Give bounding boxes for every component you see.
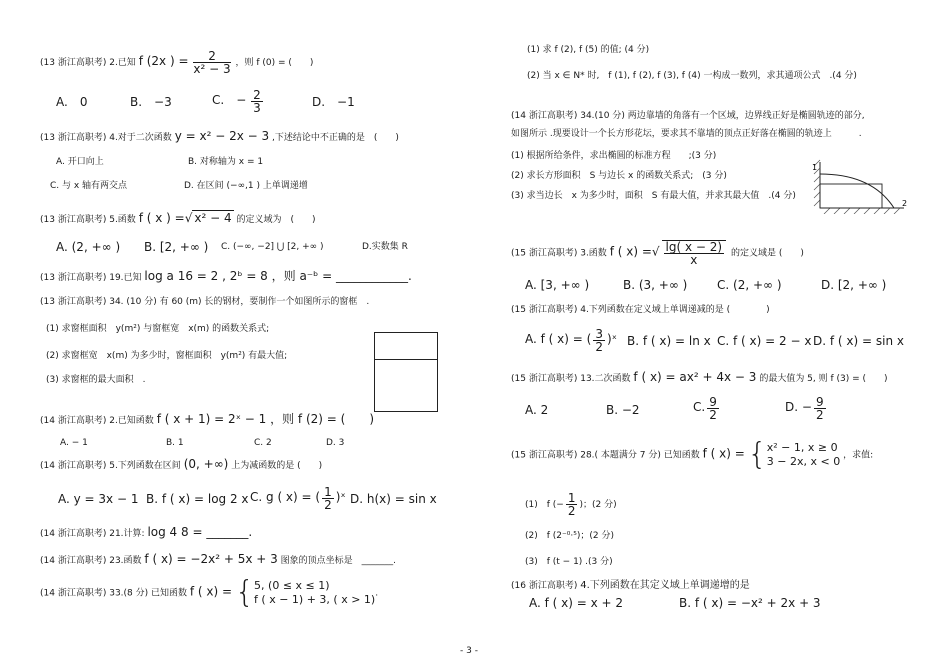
option-b: B. f ( x) = log 2 x [146, 492, 249, 506]
question-13-19: (13 浙江高职考) 19.已知 log a 16 = 2 , 2ᵇ = 8 ，则 a⁻ᵇ = ____________. [40, 269, 412, 283]
exam-tag: (13 浙江高职考) [40, 273, 107, 283]
option-c: C. (−∞, −2] ⋃ [2, +∞ ) [221, 242, 324, 252]
question-14-5: (14 浙江高职考) 5.下列函数在区间 (0, +∞) 上为减函数的是 ( ) [40, 457, 323, 471]
part-2: (2) 求窗框宽 x(m) 为多少时，窗框面积 y(m²) 有最大值; [46, 351, 288, 361]
question-14-21: (14 浙江高职考) 21.计算: log 4 8 = _______. [40, 525, 253, 539]
option-d: D. −1 [312, 95, 355, 109]
option-d: D. 在区间 (−∞,1 ) 上单调递增 [184, 181, 308, 191]
option-a: A. 2 [525, 403, 549, 417]
part-2: (2) f (2⁻⁰·⁵)；(2 分) [525, 531, 614, 541]
option-a: A. 0 [56, 95, 88, 109]
question-13-2: (13 浙江高职考) 2.已知 f (2x ) = $\frac{2}{\text{x² − 3}}$ ，则 f (0) = ( ) [40, 49, 314, 76]
part-1: (1) f (− $\frac{1}{2}$ )；(2 分) [525, 491, 617, 518]
option-b: B. 对称轴为 x = 1 [188, 157, 264, 167]
part-1: (1) 求窗框面积 y(m²) 与窗框宽 x(m) 的函数关系式; [46, 324, 270, 334]
option-c: C. $\frac{9}{2}$ [693, 395, 717, 422]
option-a: A. 开口向上 [56, 157, 104, 167]
question-15-4: (15 浙江高职考) 4.下列函数在定义域上单调递减的是 ( ) [511, 305, 770, 315]
question-13-4: (13 浙江高职考) 4.对于二次函数 y = x² − 2x − 3 ,下述结论中不正确的是 ( ) [40, 129, 399, 143]
right-column: (1) 求 f (2), f (5) 的值; (4 分) (2) 当 x ∈ N* 时, f (1), f (2), f (3), f (4) 一构成一数列，求其通项公式 .(4 分) (14 浙江高职考) 34.(10 分) 两边靠墙的角落有一个区域，边界线正好是椭圆轨迹的部分, 如图所示 .现要设计一个长方形花坛，要求其不靠墙的顶点正好落在椭圆的轨迹上 . (1) 根据所给条件，求出椭圆的标准方程 ;(3 分) (2) 求长方形面积 S 与边长 x 的函数关系式; (3 分) (3) 求当边长 x 为多少时，面积 S 有最大值，并求其最大值 .(4 分) 1 2 (15 浙江高职考) 3.函数 f ( x) =√ $\frac{\lg( x - 2)}{x}$ 的定义域是 ( ) A. [3, +∞ ) B. (3, +∞ ) C. (2, +∞ ) D. [2, +∞ ) (15 浙江高职考) 4.下列函数在定义域上单调递减的是 ( ) A. f ( x) = ( $\frac{3}{2}$ )ˣ B. f ( x) = ln x C. f ( x) = 2 − x D. f ( x) = sin x (15 浙江高职考) 13.二次函数 f ( x) = ax² + 4x − 3 的最大值为 5, 则 f (3) = ( ) A. 2 B. −2 C. $\frac{9}{2}$ D. − $\frac{9}{2}$ (15 浙江高职考) 28.( 本题满分 7 分) 已知函数 f ( x) = { x² − 1, x ≥ 0 3 − 2x, x < 0 ，求值: (1) f (− $\frac{1}{2}$ )；(2 分) (2) f (2⁻⁰·⁵)；(2 分) (3) f (t − 1) .(3 分) (16 浙江高职考) 4.下列函数在其定义域上单调递增的是 A. f ( x) = x + 2 B. f ( x) = −x² + 2x + 3 [475, 0, 950, 671]
option-d: D. − $\frac{9}{2}$ [785, 395, 824, 422]
option-a: A. − 1 [60, 438, 88, 448]
exam-tag: (16 浙江高职考) [511, 581, 578, 591]
exam-tag: (14 浙江高职考) [40, 588, 107, 599]
option-d: D. [2, +∞ ) [821, 278, 887, 292]
exam-tag: (15 浙江高职考) [511, 374, 578, 384]
option-d: D.实数集 R [362, 242, 408, 252]
option-c: C. 2 [254, 438, 272, 448]
option-a: A. y = 3x − 1 [58, 492, 139, 506]
option-c: C. g ( x) = ( $\frac{1}{2}$ )ˣ [250, 485, 346, 512]
question-16-4: (16 浙江高职考) 4.下列函数在其定义域上单调递增的是 [511, 580, 750, 591]
option-b: B. −2 [606, 403, 640, 417]
option-c: C. 与 x 轴有两交点 [50, 181, 128, 191]
page-number: - 3 - [460, 646, 478, 656]
option-b: B. (3, +∞ ) [623, 278, 688, 292]
option-d: D. 3 [326, 438, 345, 448]
question-15-13: (15 浙江高职考) 13.二次函数 f ( x) = ax² + 4x − 3 的最大值为 5, 则 f (3) = ( ) [511, 370, 888, 384]
part-1: (1) 根据所给条件，求出椭圆的标准方程 ;(3 分) [511, 151, 717, 161]
exam-tag: (13 浙江高职考) [40, 297, 107, 307]
option-d: D. f ( x) = sin x [813, 334, 904, 348]
option-c: C. (2, +∞ ) [717, 278, 782, 292]
ellipse-figure [812, 156, 912, 214]
option-a: A. f ( x) = x + 2 [529, 596, 624, 610]
part-2: (2) 求长方形面积 S 与边长 x 的函数关系式; (3 分) [511, 171, 727, 181]
option-d: D. h(x) = sin x [350, 492, 437, 506]
figure-label-2: 2 [902, 199, 908, 208]
exam-tag: (15 浙江高职考) [511, 248, 578, 259]
question-14-33: (14 浙江高职考) 33.(8 分) 已知函数 f ( x) = { 5, (0 ≤ x ≤ 1) f ( x − 1) + 3, ( x > 1) . [40, 575, 379, 610]
question-13-5: (13 浙江高职考) 5.函数 f ( x ) =√ x² − 4 的定义域为 ( ) [40, 211, 316, 225]
exam-tag: (15 浙江高职考) [511, 305, 578, 315]
fraction: $\frac{2}{\text{x² − 3}}$ [193, 49, 231, 76]
option-b: B. f ( x) = −x² + 2x + 3 [679, 596, 821, 610]
exam-tag: (15 浙江高职考) [511, 450, 578, 461]
exam-tag: (14 浙江高职考) [40, 416, 107, 426]
question-13-34: (13 浙江高职考) 34. (10 分) 有 60 (m) 长的钢材，要制作一个如图所示的窗框 . [40, 297, 370, 307]
exam-tag: (13 浙江高职考) [40, 133, 107, 143]
part-2: (2) 当 x ∈ N* 时, f (1), f (2), f (3), f (4) 一构成一数列，求其通项公式 .(4 分) [527, 71, 857, 81]
part-3: (3) 求当边长 x 为多少时，面积 S 有最大值，并求其最大值 .(4 分) [511, 191, 796, 201]
question-14-23: (14 浙江高职考) 23.函数 f ( x) = −2x² + 5x + 3 图象的顶点坐标是 _______. [40, 552, 397, 566]
option-a: A. [3, +∞ ) [525, 278, 590, 292]
exam-tag: (14 浙江高职考) [40, 461, 107, 471]
option-a: A. (2, +∞ ) [56, 240, 121, 254]
option-c: C. − $\frac{2}{3}$ [212, 88, 261, 115]
option-b: B. −3 [130, 95, 172, 109]
option-c: C. f ( x) = 2 − x [717, 334, 812, 348]
question-15-3: (15 浙江高职考) 3.函数 f ( x) =√ $\frac{\lg( x - 2)}{x}$ 的定义域是 ( ) [511, 240, 804, 267]
exam-tag: (13 浙江高职考) [40, 215, 107, 225]
option-b: B. 1 [166, 438, 184, 448]
part-3: (3) 求窗框的最大面积 . [46, 375, 146, 385]
window-frame-figure [374, 332, 438, 412]
question-14-2: (14 浙江高职考) 2.已知函数 f ( x + 1) = 2ˣ − 1 ，则 f (2) = ( ) [40, 412, 375, 426]
exam-tag: (13 浙江高职考) [40, 58, 107, 68]
part-1: (1) 求 f (2), f (5) 的值; (4 分) [527, 45, 650, 55]
figure-label-1: 1 [812, 163, 818, 172]
exam-tag: (14 浙江高职考) [40, 556, 107, 566]
option-b: B. f ( x) = ln x [627, 334, 711, 348]
exam-tag: (14 浙江高职考) [511, 111, 578, 121]
option-b: B. [2, +∞ ) [144, 240, 209, 254]
question-14-34: (14 浙江高职考) 34.(10 分) 两边靠墙的角落有一个区域，边界线正好是椭圆轨迹的部分, [511, 111, 865, 121]
exam-tag: (14 浙江高职考) [40, 529, 107, 539]
option-a: A. f ( x) = ( $\frac{3}{2}$ )ˣ [525, 327, 617, 354]
question-15-28: (15 浙江高职考) 28.( 本题满分 7 分) 已知函数 f ( x) = { x² − 1, x ≥ 0 3 − 2x, x < 0 ，求值: [511, 437, 874, 472]
part-3: (3) f (t − 1) .(3 分) [525, 557, 613, 567]
